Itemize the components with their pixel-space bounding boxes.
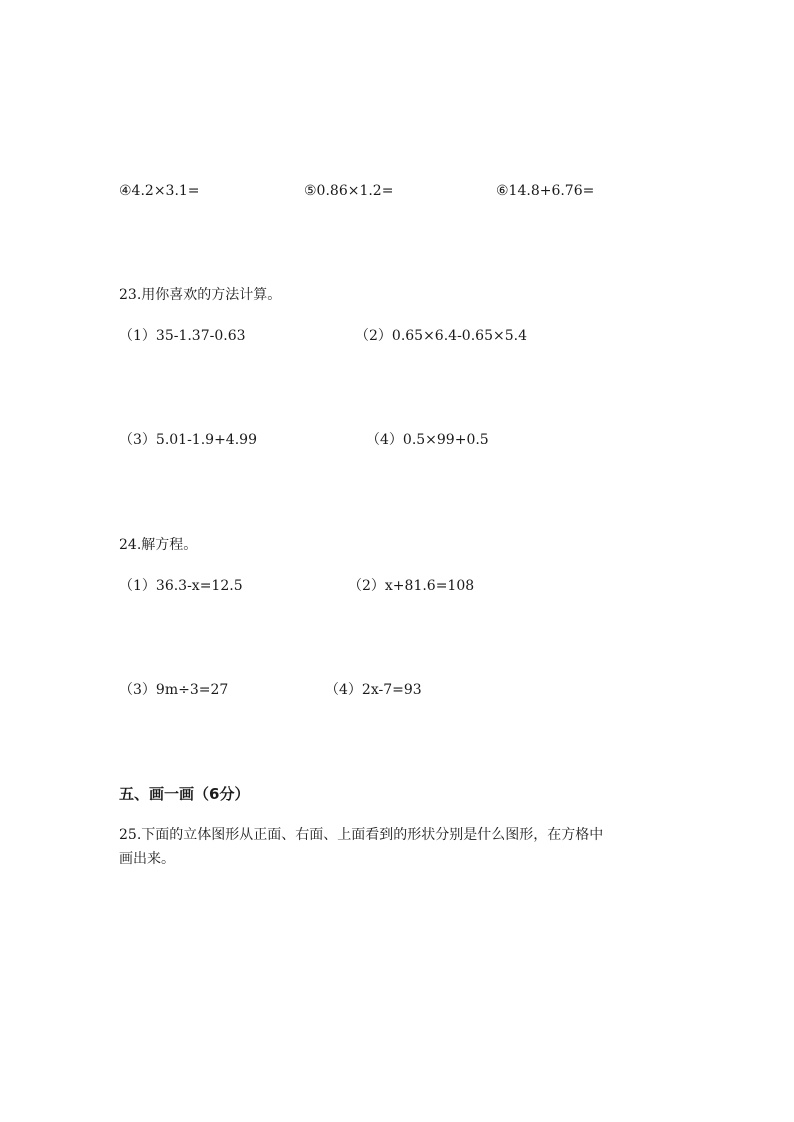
question-25-line-2: 画出来。 [119, 851, 175, 867]
calc-item-5: ⑤0.86×1.2= [304, 183, 394, 199]
question-23-part-2: （2）0.65×6.4-0.65×5.4 [355, 328, 527, 344]
question-24-part-3: （3）9m÷3=27 [119, 682, 229, 698]
question-23-part-4: （4）0.5×99+0.5 [366, 432, 489, 448]
question-24-title: 24.解方程。 [119, 537, 198, 553]
question-23-title: 23.用你喜欢的方法计算。 [119, 287, 282, 303]
section-5-title: 五、画一画（6分） [119, 785, 250, 803]
question-23-part-3: （3）5.01-1.9+4.99 [119, 432, 257, 448]
calc-item-6: ⑥14.8+6.76= [496, 183, 595, 199]
question-23-part-1: （1）35-1.37-0.63 [119, 328, 246, 344]
calc-item-4: ④4.2×3.1= [119, 183, 200, 199]
question-24-part-2: （2）x+81.6=108 [348, 578, 475, 594]
question-25-line-1: 25.下面的立体图形从正面、右面、上面看到的形状分别是什么图形，在方格中 [119, 827, 604, 843]
question-24-part-1: （1）36.3-x=12.5 [119, 578, 243, 594]
question-24-part-4: （4）2x-7=93 [325, 682, 422, 698]
